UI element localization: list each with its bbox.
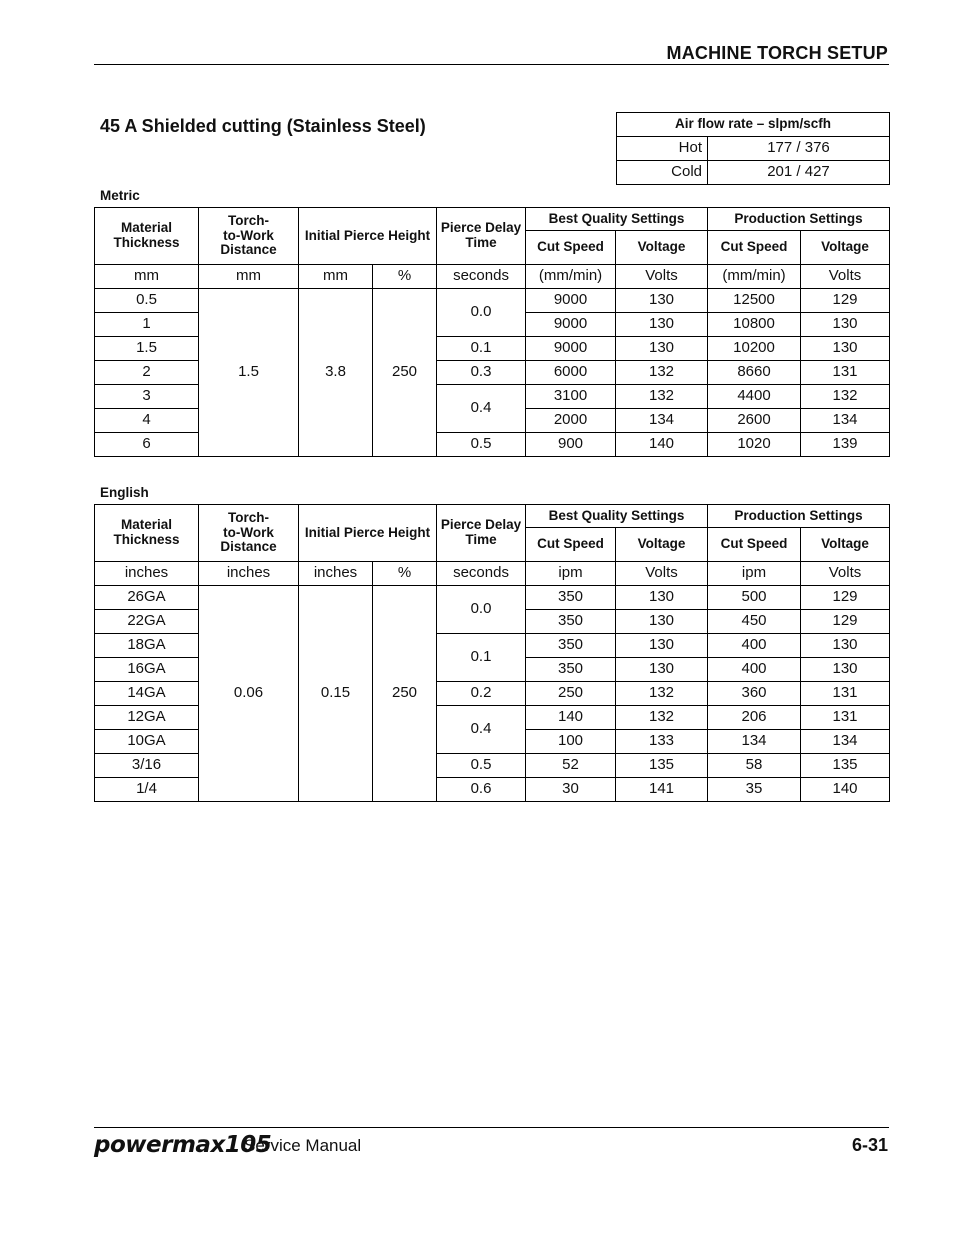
production-voltage-cell: 130 (801, 337, 890, 361)
metric-label: Metric (100, 188, 140, 203)
best-voltage-cell: 140 (616, 433, 708, 457)
unit-cell: mm (299, 265, 373, 289)
production-cut-speed-cell: 10800 (708, 313, 801, 337)
best-cut-speed-cell: 3100 (526, 385, 616, 409)
material-thickness-cell: 22GA (95, 610, 199, 634)
unit-cell: ipm (526, 562, 616, 586)
material-thickness-cell: 2 (95, 361, 199, 385)
production-voltage-cell: 134 (801, 730, 890, 754)
footer-rule (94, 1127, 889, 1128)
col-header-initial-pierce-height: Initial Pierce Height (299, 505, 437, 562)
footer-subtitle: Service Manual (244, 1136, 362, 1155)
best-cut-speed-cell: 350 (526, 586, 616, 610)
best-cut-speed-cell: 2000 (526, 409, 616, 433)
col-header-cut-speed: Cut Speed (526, 231, 616, 265)
production-cut-speed-cell: 450 (708, 610, 801, 634)
english-label: English (100, 485, 149, 500)
production-cut-speed-cell: 10200 (708, 337, 801, 361)
production-voltage-cell: 132 (801, 385, 890, 409)
best-cut-speed-cell: 6000 (526, 361, 616, 385)
material-thickness-cell: 1.5 (95, 337, 199, 361)
torch-to-work-cell: 0.06 (199, 586, 299, 802)
header-rule (94, 64, 889, 65)
col-header-voltage: Voltage (801, 528, 890, 562)
col-header-best-quality: Best Quality Settings (526, 505, 708, 528)
col-header-torch-to-work: Torch- to-Work Distance (199, 505, 299, 562)
production-voltage-cell: 129 (801, 610, 890, 634)
unit-cell: inches (299, 562, 373, 586)
production-voltage-cell: 131 (801, 361, 890, 385)
col-header-torch-to-work: Torch- to-Work Distance (199, 208, 299, 265)
col-header-production: Production Settings (708, 505, 890, 528)
best-cut-speed-cell: 9000 (526, 289, 616, 313)
best-cut-speed-cell: 350 (526, 610, 616, 634)
pierce-delay-cell: 0.0 (437, 289, 526, 337)
production-cut-speed-cell: 2600 (708, 409, 801, 433)
unit-cell: seconds (437, 265, 526, 289)
col-header-voltage: Voltage (616, 528, 708, 562)
unit-cell: seconds (437, 562, 526, 586)
unit-cell: ipm (708, 562, 801, 586)
pierce-delay-cell: 0.0 (437, 586, 526, 634)
material-thickness-cell: 1 (95, 313, 199, 337)
best-cut-speed-cell: 350 (526, 658, 616, 682)
unit-cell: (mm/min) (708, 265, 801, 289)
production-voltage-cell: 134 (801, 409, 890, 433)
unit-cell: Volts (616, 265, 708, 289)
material-thickness-cell: 4 (95, 409, 199, 433)
production-cut-speed-cell: 8660 (708, 361, 801, 385)
col-header-production: Production Settings (708, 208, 890, 231)
pierce-delay-cell: 0.4 (437, 706, 526, 754)
production-voltage-cell: 139 (801, 433, 890, 457)
production-cut-speed-cell: 500 (708, 586, 801, 610)
production-cut-speed-cell: 206 (708, 706, 801, 730)
best-voltage-cell: 132 (616, 706, 708, 730)
best-voltage-cell: 130 (616, 289, 708, 313)
torch-to-work-cell: 1.5 (199, 289, 299, 457)
production-voltage-cell: 129 (801, 586, 890, 610)
best-cut-speed-cell: 9000 (526, 313, 616, 337)
production-voltage-cell: 140 (801, 778, 890, 802)
production-cut-speed-cell: 400 (708, 634, 801, 658)
pierce-delay-cell: 0.4 (437, 385, 526, 433)
page-number: 6-31 (851, 1135, 888, 1155)
page-title: 45 A Shielded cutting (Stainless Steel) (100, 116, 426, 136)
best-cut-speed-cell: 250 (526, 682, 616, 706)
production-voltage-cell: 135 (801, 754, 890, 778)
best-cut-speed-cell: 9000 (526, 337, 616, 361)
col-header-pierce-delay: Pierce Delay Time (437, 505, 526, 562)
col-header-cut-speed: Cut Speed (526, 528, 616, 562)
col-header-pierce-delay: Pierce Delay Time (437, 208, 526, 265)
material-thickness-cell: 26GA (95, 586, 199, 610)
unit-cell: Volts (801, 562, 890, 586)
material-thickness-cell: 6 (95, 433, 199, 457)
pierce-percent-cell: 250 (373, 289, 437, 457)
production-cut-speed-cell: 4400 (708, 385, 801, 409)
air-flow-cold-value: 201 / 427 (708, 161, 890, 185)
pierce-delay-cell: 0.1 (437, 634, 526, 682)
production-cut-speed-cell: 134 (708, 730, 801, 754)
production-cut-speed-cell: 35 (708, 778, 801, 802)
production-voltage-cell: 130 (801, 658, 890, 682)
air-flow-hot-label: Hot (617, 137, 708, 161)
best-cut-speed-cell: 900 (526, 433, 616, 457)
pierce-delay-cell: 0.2 (437, 682, 526, 706)
production-voltage-cell: 130 (801, 313, 890, 337)
production-voltage-cell: 131 (801, 706, 890, 730)
metric-cut-chart (94, 207, 890, 457)
best-voltage-cell: 134 (616, 409, 708, 433)
unit-cell: inches (95, 562, 199, 586)
col-header-material-thickness: Material Thickness (95, 505, 199, 562)
best-cut-speed-cell: 350 (526, 634, 616, 658)
pierce-percent-cell: 250 (373, 586, 437, 802)
table-row (95, 289, 890, 313)
best-cut-speed-cell: 100 (526, 730, 616, 754)
best-voltage-cell: 130 (616, 610, 708, 634)
air-flow-hot-value: 177 / 376 (708, 137, 890, 161)
pierce-delay-cell: 0.5 (437, 433, 526, 457)
unit-cell: % (373, 265, 437, 289)
col-header-voltage: Voltage (801, 231, 890, 265)
production-voltage-cell: 130 (801, 634, 890, 658)
table-row (95, 586, 890, 610)
col-header-voltage: Voltage (616, 231, 708, 265)
best-voltage-cell: 132 (616, 385, 708, 409)
col-header-material-thickness: Material Thickness (95, 208, 199, 265)
unit-cell: mm (199, 265, 299, 289)
pierce-delay-cell: 0.1 (437, 337, 526, 361)
col-header-cut-speed: Cut Speed (708, 528, 801, 562)
air-flow-table (616, 112, 890, 185)
pierce-delay-cell: 0.5 (437, 754, 526, 778)
production-cut-speed-cell: 360 (708, 682, 801, 706)
pierce-delay-cell: 0.3 (437, 361, 526, 385)
production-cut-speed-cell: 400 (708, 658, 801, 682)
col-header-initial-pierce-height: Initial Pierce Height (299, 208, 437, 265)
production-cut-speed-cell: 12500 (708, 289, 801, 313)
unit-cell: Volts (801, 265, 890, 289)
material-thickness-cell: 0.5 (95, 289, 199, 313)
production-cut-speed-cell: 1020 (708, 433, 801, 457)
best-voltage-cell: 130 (616, 634, 708, 658)
unit-cell: inches (199, 562, 299, 586)
best-voltage-cell: 132 (616, 682, 708, 706)
best-voltage-cell: 141 (616, 778, 708, 802)
production-voltage-cell: 129 (801, 289, 890, 313)
best-cut-speed-cell: 52 (526, 754, 616, 778)
material-thickness-cell: 3/16 (95, 754, 199, 778)
best-voltage-cell: 135 (616, 754, 708, 778)
pierce-height-cell: 3.8 (299, 289, 373, 457)
best-voltage-cell: 130 (616, 313, 708, 337)
unit-cell: mm (95, 265, 199, 289)
unit-cell: Volts (616, 562, 708, 586)
material-thickness-cell: 3 (95, 385, 199, 409)
production-cut-speed-cell: 58 (708, 754, 801, 778)
material-thickness-cell: 1/4 (95, 778, 199, 802)
unit-cell: (mm/min) (526, 265, 616, 289)
best-voltage-cell: 130 (616, 586, 708, 610)
unit-cell: % (373, 562, 437, 586)
material-thickness-cell: 16GA (95, 658, 199, 682)
best-voltage-cell: 130 (616, 337, 708, 361)
air-flow-header: Air flow rate – slpm/scfh (617, 113, 890, 137)
material-thickness-cell: 14GA (95, 682, 199, 706)
material-thickness-cell: 18GA (95, 634, 199, 658)
material-thickness-cell: 12GA (95, 706, 199, 730)
header-section-title: MACHINE TORCH SETUP (666, 43, 888, 63)
air-flow-cold-label: Cold (617, 161, 708, 185)
best-cut-speed-cell: 140 (526, 706, 616, 730)
pierce-delay-cell: 0.6 (437, 778, 526, 802)
col-header-cut-speed: Cut Speed (708, 231, 801, 265)
col-header-best-quality: Best Quality Settings (526, 208, 708, 231)
english-cut-chart (94, 504, 890, 802)
brand-logo: powermax105 (94, 1132, 272, 1158)
best-voltage-cell: 133 (616, 730, 708, 754)
material-thickness-cell: 10GA (95, 730, 199, 754)
pierce-height-cell: 0.15 (299, 586, 373, 802)
production-voltage-cell: 131 (801, 682, 890, 706)
best-voltage-cell: 130 (616, 658, 708, 682)
best-cut-speed-cell: 30 (526, 778, 616, 802)
best-voltage-cell: 132 (616, 361, 708, 385)
